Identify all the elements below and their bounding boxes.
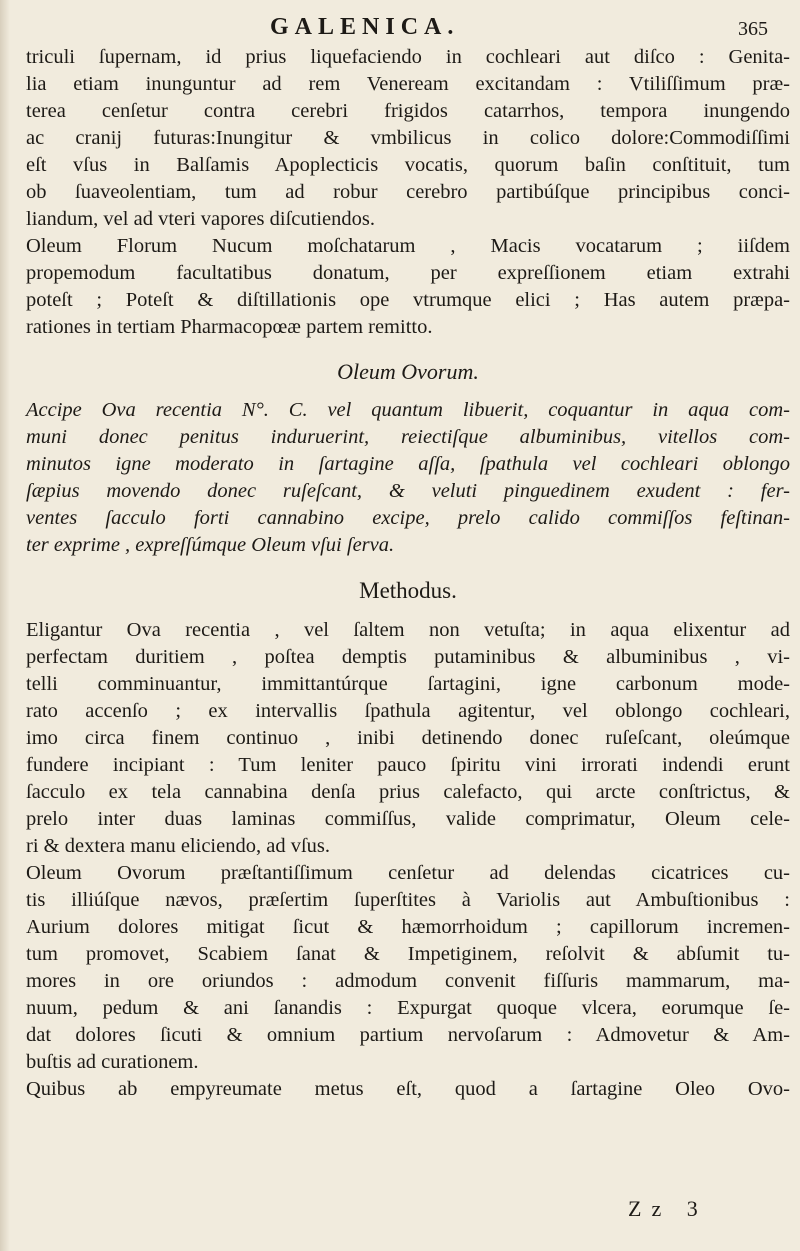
- text-line: poteſt ; Poteſt & diſtillationis ope vtrumque elici ; Has autem præpa-: [26, 289, 790, 311]
- page-header: [0, 14, 800, 48]
- text-line: terea cenſetur contra cerebri frigidos catarrhos, tempora inungendo: [26, 100, 790, 122]
- text-line: Accipe Ova recentia N°. C. vel quantum libuerit, coquantur in aqua com-: [26, 399, 790, 421]
- text-line: Oleum Florum Nucum moſchatarum , Macis vocatarum ; iiſdem: [26, 235, 790, 257]
- text-line: rato accenſo ; ex intervallis ſpathula agitentur, vel oblongo cochleari,: [26, 700, 790, 722]
- text-line: minutos igne moderato in ſartagine aſſa, ſpathula vel cochleari oblongo: [26, 453, 790, 475]
- recipe-paragraph: [26, 397, 790, 559]
- page-body: [26, 44, 790, 1103]
- signature-mark: Zz 3: [628, 1196, 708, 1221]
- text-line: prelo inter duas laminas commiſſus, valide comprimatur, Oleum cele-: [26, 808, 790, 830]
- paragraph-oleum-nucis-uses: [26, 44, 790, 233]
- text-line: ob ſuaveolentiam, tum ad robur cerebro partibúſque principibus conci-: [26, 181, 790, 203]
- text-line: mores in ore oriundos : admodum convenit fiſſuris mammarum, ma-: [26, 970, 790, 992]
- text-line: Eligantur Ova recentia , vel ſaltem non vetuſta; in aqua elixentur ad: [26, 619, 790, 641]
- text-line: ter exprime , expreſſúmque Oleum vſui ſerva.: [26, 534, 395, 556]
- text-line: triculi ſupernam, id prius liquefaciendo in cochleari aut diſco : Genita-: [26, 46, 790, 68]
- text-line: ſæpius movendo donec ruſeſcant, & veluti pinguedinem exudent : fer-: [26, 480, 790, 502]
- text-line: liandum, vel ad vteri vapores diſcutiendos.: [26, 208, 375, 230]
- binding-edge-shadow: [0, 0, 10, 1251]
- text-line: ſacculo ex tela cannabina denſa prius calefacto, qui arcte conſtrictus, &: [26, 781, 790, 803]
- text-line: lia etiam inunguntur ad rem Veneream excitandam : Vtiliſſimum præ-: [26, 73, 790, 95]
- running-head: GALENICA.: [270, 14, 460, 40]
- text-line: imo circa finem continuo , inibi detinendo donec ruſeſcant, oleúmque: [26, 727, 790, 749]
- text-line: rationes in tertiam Pharmacopœæ partem remitto.: [26, 316, 433, 338]
- text-line: Quibus ab empyreumate metus eſt, quod a ſartagine Oleo Ovo-: [26, 1078, 790, 1100]
- text-line: ventes ſacculo forti cannabino excipe, prelo calido commiſſos feſtinan-: [26, 507, 790, 529]
- text-line: ri & dextera manu eliciendo, ad vſus.: [26, 835, 330, 857]
- text-line: muni donec penitus induruerint, reiectiſque albuminibus, vitellos com-: [26, 426, 790, 448]
- text-line: dat dolores ſicuti & omnium partium nervoſarum : Admovetur & Am-: [26, 1024, 790, 1046]
- paragraph-virtues: [26, 860, 790, 1103]
- page-number: 365: [738, 18, 768, 40]
- section-heading-methodus: Methodus.: [359, 578, 457, 603]
- paragraph-oleum-florum: [26, 233, 790, 341]
- text-line: nuum, pedum & ani ſanandis : Expurgat quoque vlcera, eorumque ſe-: [26, 997, 790, 1019]
- text-line: propemodum facultatibus donatum, per expreſſionem etiam extrahi: [26, 262, 790, 284]
- section-heading-oleum-ovorum: Oleum Ovorum.: [337, 359, 479, 384]
- text-line: ac cranij futuras:Inungitur & vmbilicus in colico dolore:Commodiſſimi: [26, 127, 790, 149]
- text-line: tis illiúſque nævos, præſertim ſuperſtites à Variolis aut Ambuſtionibus :: [26, 889, 790, 911]
- text-line: buſtis ad curationem.: [26, 1051, 199, 1073]
- text-line: tum promovet, Scabiem ſanat & Impetiginem, reſolvit & abſumit tu-: [26, 943, 790, 965]
- text-line: Oleum Ovorum præſtantiſſimum cenſetur ad delendas cicatrices cu-: [26, 862, 790, 884]
- text-line: Aurium dolores mitigat ſicut & hæmorrhoidum ; capillorum incremen-: [26, 916, 790, 938]
- text-line: perfectam duritiem , poſtea demptis putaminibus & albuminibus , vi-: [26, 646, 790, 668]
- paragraph-method: [26, 617, 790, 860]
- text-line: telli comminuantur, immittantúrque ſartagini, igne carbonum mode-: [26, 673, 790, 695]
- text-line: eſt vſus in Balſamis Apoplecticis vocatis, quorum baſin conſtituit, tum: [26, 154, 790, 176]
- text-line: fundere incipiant : Tum leniter pauco ſpiritu vini irrorati indendi erunt: [26, 754, 790, 776]
